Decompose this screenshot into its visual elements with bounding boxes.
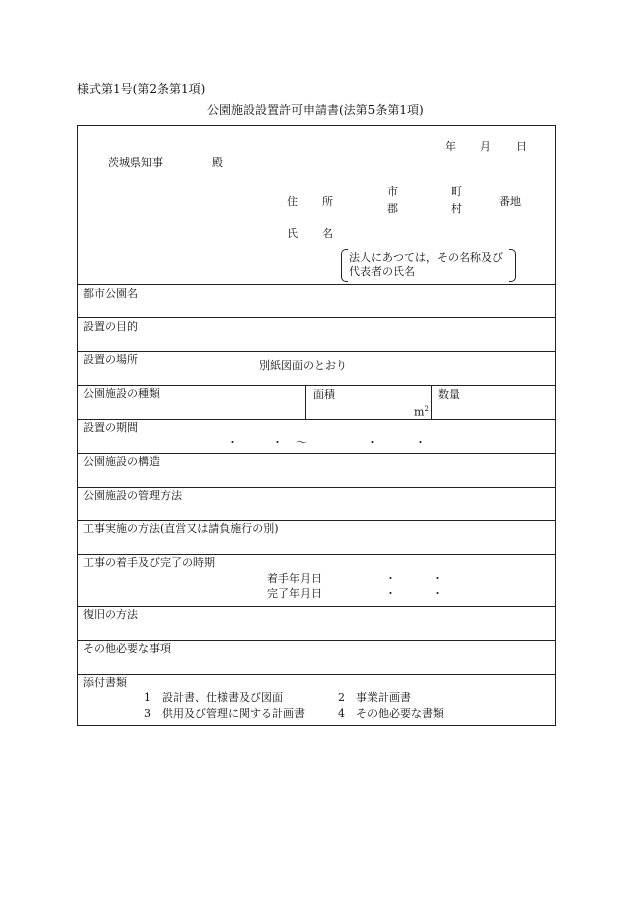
row-divider <box>77 453 556 454</box>
period-label: 設置の期間 <box>83 421 138 434</box>
period-dot: ・ <box>367 436 378 449</box>
attachment-item: 3 供用及び管理に関する計画書 <box>144 707 305 720</box>
row-divider <box>77 385 556 386</box>
start-date-label: 着手年月日 <box>267 572 322 585</box>
period-dot: ・ <box>227 436 238 449</box>
construction-method-label: 工事実施の方法(直営又は請負施行の別) <box>83 522 279 535</box>
row-divider <box>77 554 556 555</box>
row-divider <box>77 351 556 352</box>
area-label: 面積 <box>313 388 335 401</box>
end-date-dot: ・ <box>432 587 443 600</box>
management-label: 公園施設の管理方法 <box>83 489 182 502</box>
end-date-label: 完了年月日 <box>267 587 322 600</box>
corporation-note-line-1: 法人にあつては，その名称及び <box>349 251 503 264</box>
name-label-2: 名 <box>322 227 333 240</box>
row-divider <box>77 317 556 318</box>
date-month-label: 月 <box>480 140 491 153</box>
location-value: 別紙図面のとおり <box>259 359 347 372</box>
area-unit: $m^2$ <box>414 405 429 419</box>
town-label-2: 村 <box>451 202 462 215</box>
addressee: 茨城県知事 <box>108 156 163 169</box>
lot-label: 番地 <box>499 195 521 208</box>
row-divider <box>77 606 556 607</box>
date-day-label: 日 <box>516 140 527 153</box>
period-tilde: ～ <box>296 436 307 449</box>
city-label-2: 郡 <box>387 202 398 215</box>
honorific: 殿 <box>212 156 223 169</box>
date-year-label: 年 <box>445 140 456 153</box>
name-label-1: 氏 <box>287 227 298 240</box>
document-title: 公園施設設置許可申請書(法第5条第1項) <box>207 103 424 117</box>
purpose-label: 設置の目的 <box>83 320 138 333</box>
attachment-item: 1 設計書、仕様書及び図面 <box>144 691 283 704</box>
address-label-2: 所 <box>322 195 333 208</box>
corporation-note <box>343 249 514 282</box>
application-form-table <box>77 125 556 726</box>
corporation-note-line-2: 代表者の氏名 <box>349 265 415 278</box>
facility-type-label: 公園施設の種類 <box>83 387 160 400</box>
row-divider <box>77 487 556 488</box>
restoration-label: 復旧の方法 <box>83 608 138 621</box>
bracket-right <box>509 249 516 282</box>
timeline-label: 工事の着手及び完了の時期 <box>83 556 215 569</box>
bracket-left <box>341 249 348 282</box>
start-date-dot: ・ <box>432 572 443 585</box>
attachment-item: 4 その他必要な書類 <box>338 707 444 720</box>
address-label-1: 住 <box>287 195 298 208</box>
column-divider <box>305 385 306 419</box>
form-number: 様式第1号(第2条第1項) <box>77 82 206 96</box>
column-divider <box>431 385 432 419</box>
attachments-label: 添付書類 <box>83 676 127 689</box>
other-label: その他必要な事項 <box>83 642 171 655</box>
structure-label: 公園施設の構造 <box>83 455 160 468</box>
town-label-1: 町 <box>451 185 462 198</box>
start-date-dot: ・ <box>385 572 396 585</box>
period-dot: ・ <box>272 436 283 449</box>
attachment-item: 2 事業計画書 <box>338 691 411 704</box>
row-divider <box>77 284 556 285</box>
row-divider <box>77 640 556 641</box>
period-dot: ・ <box>415 436 426 449</box>
city-label-1: 市 <box>387 185 398 198</box>
end-date-dot: ・ <box>385 587 396 600</box>
row-divider <box>77 419 556 420</box>
row-divider <box>77 674 556 675</box>
row-divider <box>77 520 556 521</box>
park-name-label: 都市公園名 <box>83 287 138 300</box>
location-label: 設置の場所 <box>83 353 138 366</box>
quantity-label: 数量 <box>438 388 460 401</box>
